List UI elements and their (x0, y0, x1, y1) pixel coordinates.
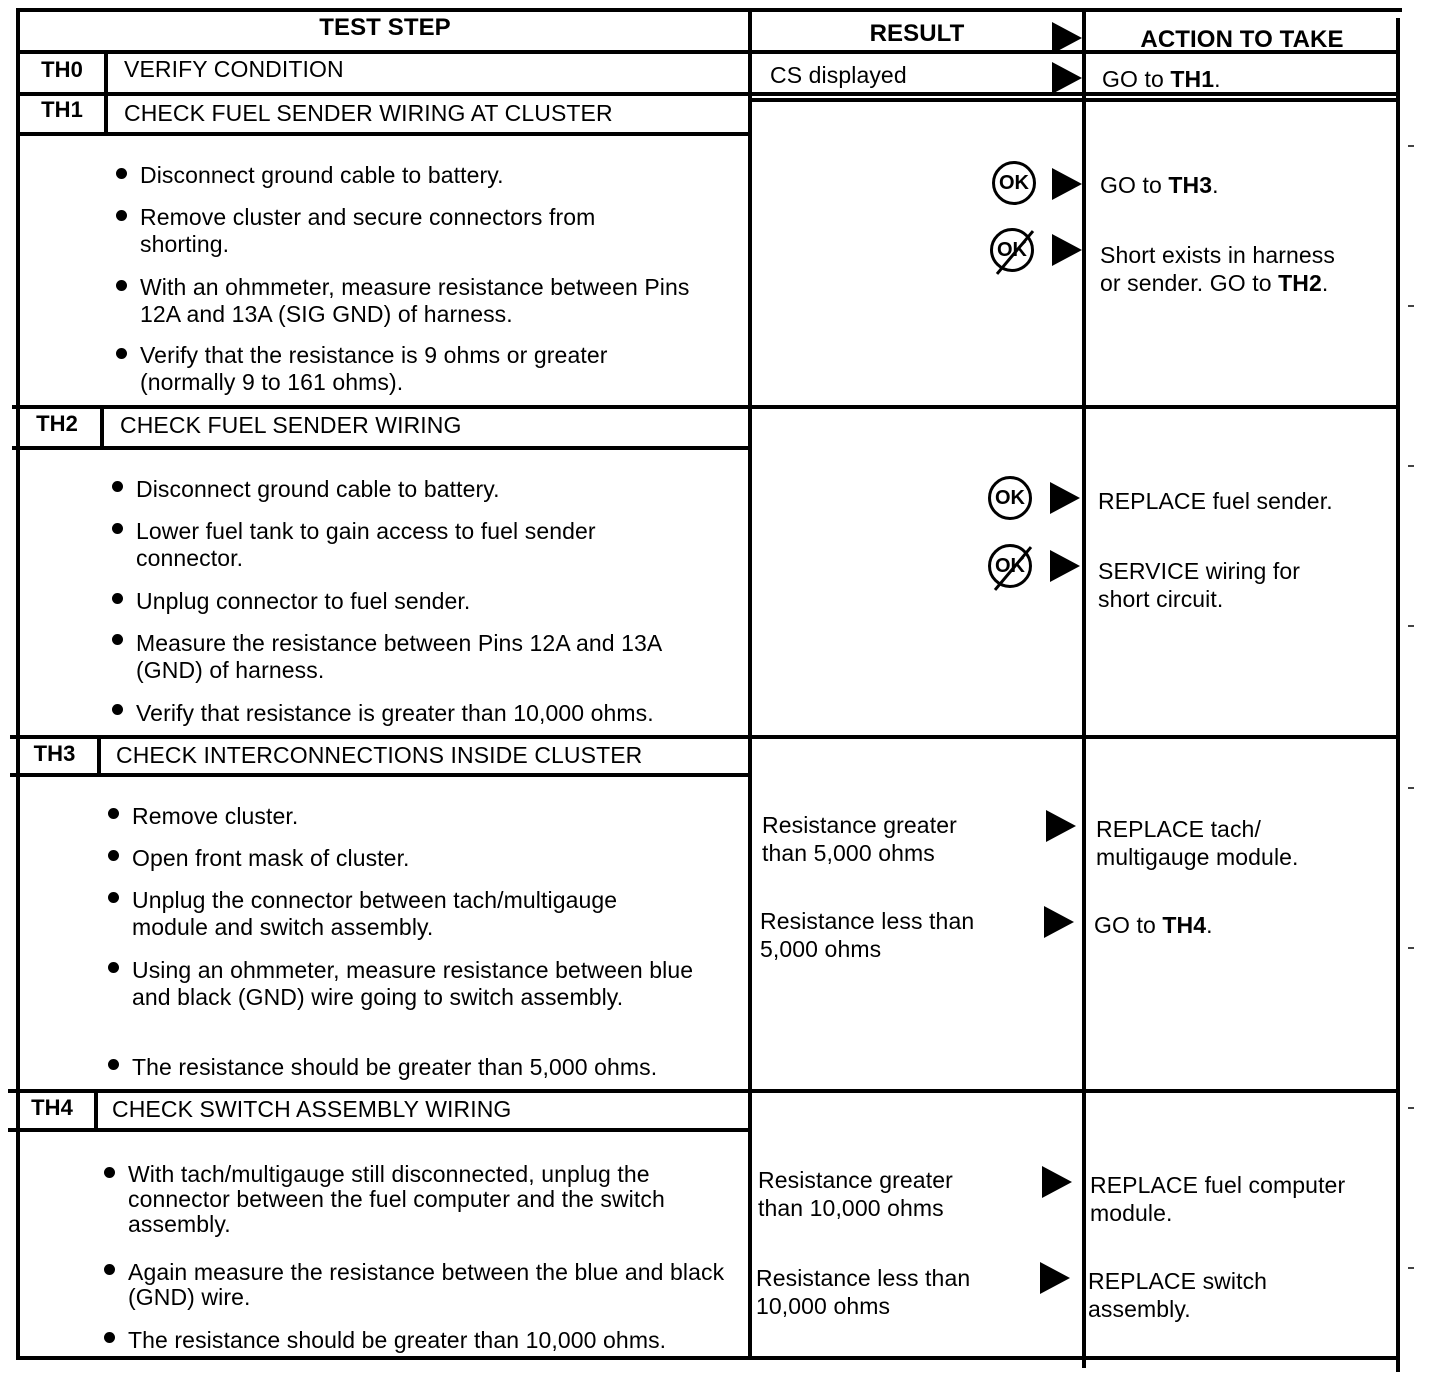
divider-step-result (748, 8, 752, 1358)
th4-bullet-2: Again measure the resistance between the blue and black (GND) wire. (128, 1259, 725, 1310)
margin-tick (1408, 787, 1414, 789)
not-ok-circle-icon: OK (990, 228, 1034, 272)
margin-tick (1408, 1107, 1414, 1109)
th3-bullet-3: Unplug the connector between tach/multigauge module and switch assembly. (132, 887, 618, 940)
bullet-icon (108, 1059, 119, 1070)
th3-action-2-ref: TH4 (1162, 912, 1207, 938)
th1-notok-action-line1: Short exists in harness (1100, 242, 1335, 268)
th1-end-rule (12, 405, 1400, 409)
th0-arrow-icon (1052, 62, 1082, 94)
header-result: RESULT (869, 20, 965, 47)
th2-title-rule (12, 446, 750, 450)
th1-bullet-3: With an ohmmeter, measure resistance between Pins 12A and 13A (SIG GND) of harness. (140, 274, 690, 327)
th3-bullet-1: Remove cluster. (132, 803, 299, 829)
th4-result-2-arrow-icon (1040, 1262, 1070, 1294)
th4-code-divider (94, 1089, 98, 1130)
th0-code-divider (104, 50, 108, 94)
margin-tick (1408, 947, 1414, 949)
th4-action-2-line2: assembly. (1088, 1296, 1191, 1322)
bullet-icon (116, 168, 127, 179)
bullet-icon (112, 481, 123, 492)
th1-bullet-2: Remove cluster and secure connectors from shorting. (140, 204, 596, 257)
th3-bullet-2: Open front mask of cluster. (132, 845, 410, 871)
table-border-left (16, 8, 20, 1358)
th4-bullet-1: With tach/multigauge still disconnected, unplug the connector between the fuel computer and the switch assembly. (128, 1161, 665, 1237)
th3-title-rule (10, 773, 748, 777)
th4-action-2-line1: REPLACE switch (1088, 1268, 1268, 1294)
th2-notok-action-line2: short circuit. (1098, 586, 1224, 612)
th3-title: CHECK INTERCONNECTIONS INSIDE CLUSTER (116, 742, 643, 768)
th1-title-rule (16, 132, 752, 136)
header-action: ACTION TO TAKE (1140, 26, 1344, 53)
th4-bullet-3: The resistance should be greater than 10,000 ohms. (128, 1327, 667, 1353)
th2-bullet-5: Verify that resistance is greater than 10,000 ohms. (136, 700, 654, 726)
th3-end-rule (8, 1089, 1398, 1093)
th4-result-2-line2: 10,000 ohms (756, 1293, 891, 1319)
not-ok-circle-icon: OK (988, 544, 1032, 588)
th3-bullet-4: Using an ohmmeter, measure resistance between blue and black (GND) wire going to switch assembly. (132, 957, 694, 1010)
th3-action-1-line2: multigauge module. (1096, 844, 1299, 870)
th2-ok-arrow-icon (1050, 482, 1080, 514)
th2-bullet-4: Measure the resistance between Pins 12A and 13A (GND) of harness. (136, 630, 662, 683)
th2-code: TH2 (36, 411, 78, 436)
th0-code: TH0 (41, 57, 83, 82)
th3-action-2: GO to TH4. (1094, 912, 1213, 938)
th1-ok-arrow-icon (1052, 168, 1082, 200)
th4-result-2-line1: Resistance less than (756, 1265, 971, 1291)
th3-result-2-line2: 5,000 ohms (760, 936, 882, 962)
th1-notok-action-ref: TH2 (1278, 270, 1322, 296)
margin-tick (1408, 145, 1414, 147)
th4-title-rule (8, 1128, 748, 1132)
th1-title: CHECK FUEL SENDER WIRING AT CLUSTER (124, 100, 613, 126)
th3-result-1-arrow-icon (1046, 810, 1076, 842)
bullet-icon (112, 593, 123, 604)
margin-tick (1408, 305, 1414, 307)
th1-code: TH1 (41, 97, 83, 122)
th2-notok-action-line1: SERVICE wiring for (1098, 558, 1301, 584)
th4-code: TH4 (31, 1095, 73, 1120)
th1-bullet-1: Disconnect ground cable to battery. (140, 162, 504, 188)
th4-title: CHECK SWITCH ASSEMBLY WIRING (112, 1096, 512, 1122)
th3-result-2-arrow-icon (1044, 906, 1074, 938)
table-border-bottom (16, 1356, 1400, 1360)
th1-ok-action: GO to TH3. (1100, 172, 1219, 198)
th2-notok-arrow-icon (1050, 550, 1080, 582)
th1-bullet-4: Verify that the resistance is 9 ohms or greater (normally 9 to 161 ohms). (140, 342, 608, 395)
th0-title: VERIFY CONDITION (124, 56, 344, 82)
th2-end-rule (10, 735, 1398, 739)
bullet-icon (108, 962, 119, 973)
ok-circle-icon: OK (988, 476, 1032, 520)
table-border-top (20, 8, 1402, 12)
th3-result-1-line1: Resistance greater (762, 812, 957, 838)
th3-result-1-line2: than 5,000 ohms (762, 840, 935, 866)
header-test-step: TEST STEP (319, 14, 451, 41)
th0-action: GO to TH1. (1102, 66, 1221, 92)
margin-tick (1408, 1267, 1414, 1269)
th3-bullet-5: The resistance should be greater than 5,000 ohms. (132, 1054, 658, 1080)
th3-code: TH3 (33, 741, 76, 766)
table-border-right (1396, 18, 1400, 1372)
th3-action-1-line1: REPLACE tach/ (1096, 816, 1261, 842)
bullet-icon (108, 850, 119, 861)
th4-action-1-line2: module. (1090, 1200, 1173, 1226)
th4-result-1-arrow-icon (1042, 1166, 1072, 1198)
bullet-icon (108, 808, 119, 819)
th4-result-1-line2: than 10,000 ohms (758, 1195, 944, 1221)
header-arrow-icon (1052, 22, 1082, 54)
bullet-icon (112, 704, 123, 715)
th4-result-1-line1: Resistance greater (758, 1167, 953, 1193)
th2-code-divider (100, 405, 104, 448)
ok-circle-icon: OK (992, 161, 1036, 205)
th1-notok-action-line2: or sender. GO to TH2. (1100, 270, 1329, 296)
margin-tick (1408, 625, 1414, 627)
th2-bullet-2: Lower fuel tank to gain access to fuel sender connector. (136, 518, 596, 571)
th1-code-divider (104, 92, 108, 134)
th2-bullet-1: Disconnect ground cable to battery. (136, 476, 500, 502)
th0-action-ref: TH1 (1170, 66, 1215, 92)
bullet-icon (116, 348, 127, 359)
bullet-icon (116, 280, 127, 291)
bullet-icon (108, 892, 119, 903)
th0-result: CS displayed (770, 62, 907, 88)
bullet-icon (104, 1167, 115, 1178)
th2-bullet-3: Unplug connector to fuel sender. (136, 588, 471, 614)
margin-tick (1408, 465, 1414, 467)
bullet-icon (116, 210, 127, 221)
bullet-icon (112, 523, 123, 534)
th0-result-rule (752, 98, 1400, 102)
th2-ok-action: REPLACE fuel sender. (1098, 488, 1333, 514)
bullet-icon (112, 634, 123, 645)
bullet-icon (104, 1264, 115, 1275)
th2-title: CHECK FUEL SENDER WIRING (120, 412, 462, 438)
th3-code-divider (97, 735, 101, 775)
bullet-icon (104, 1332, 115, 1343)
divider-result-action (1082, 12, 1086, 1368)
th1-ok-action-ref: TH3 (1168, 172, 1213, 198)
th3-result-2-line1: Resistance less than (760, 908, 975, 934)
th4-action-1-line1: REPLACE fuel computer (1090, 1172, 1346, 1198)
th1-notok-arrow-icon (1052, 234, 1082, 266)
